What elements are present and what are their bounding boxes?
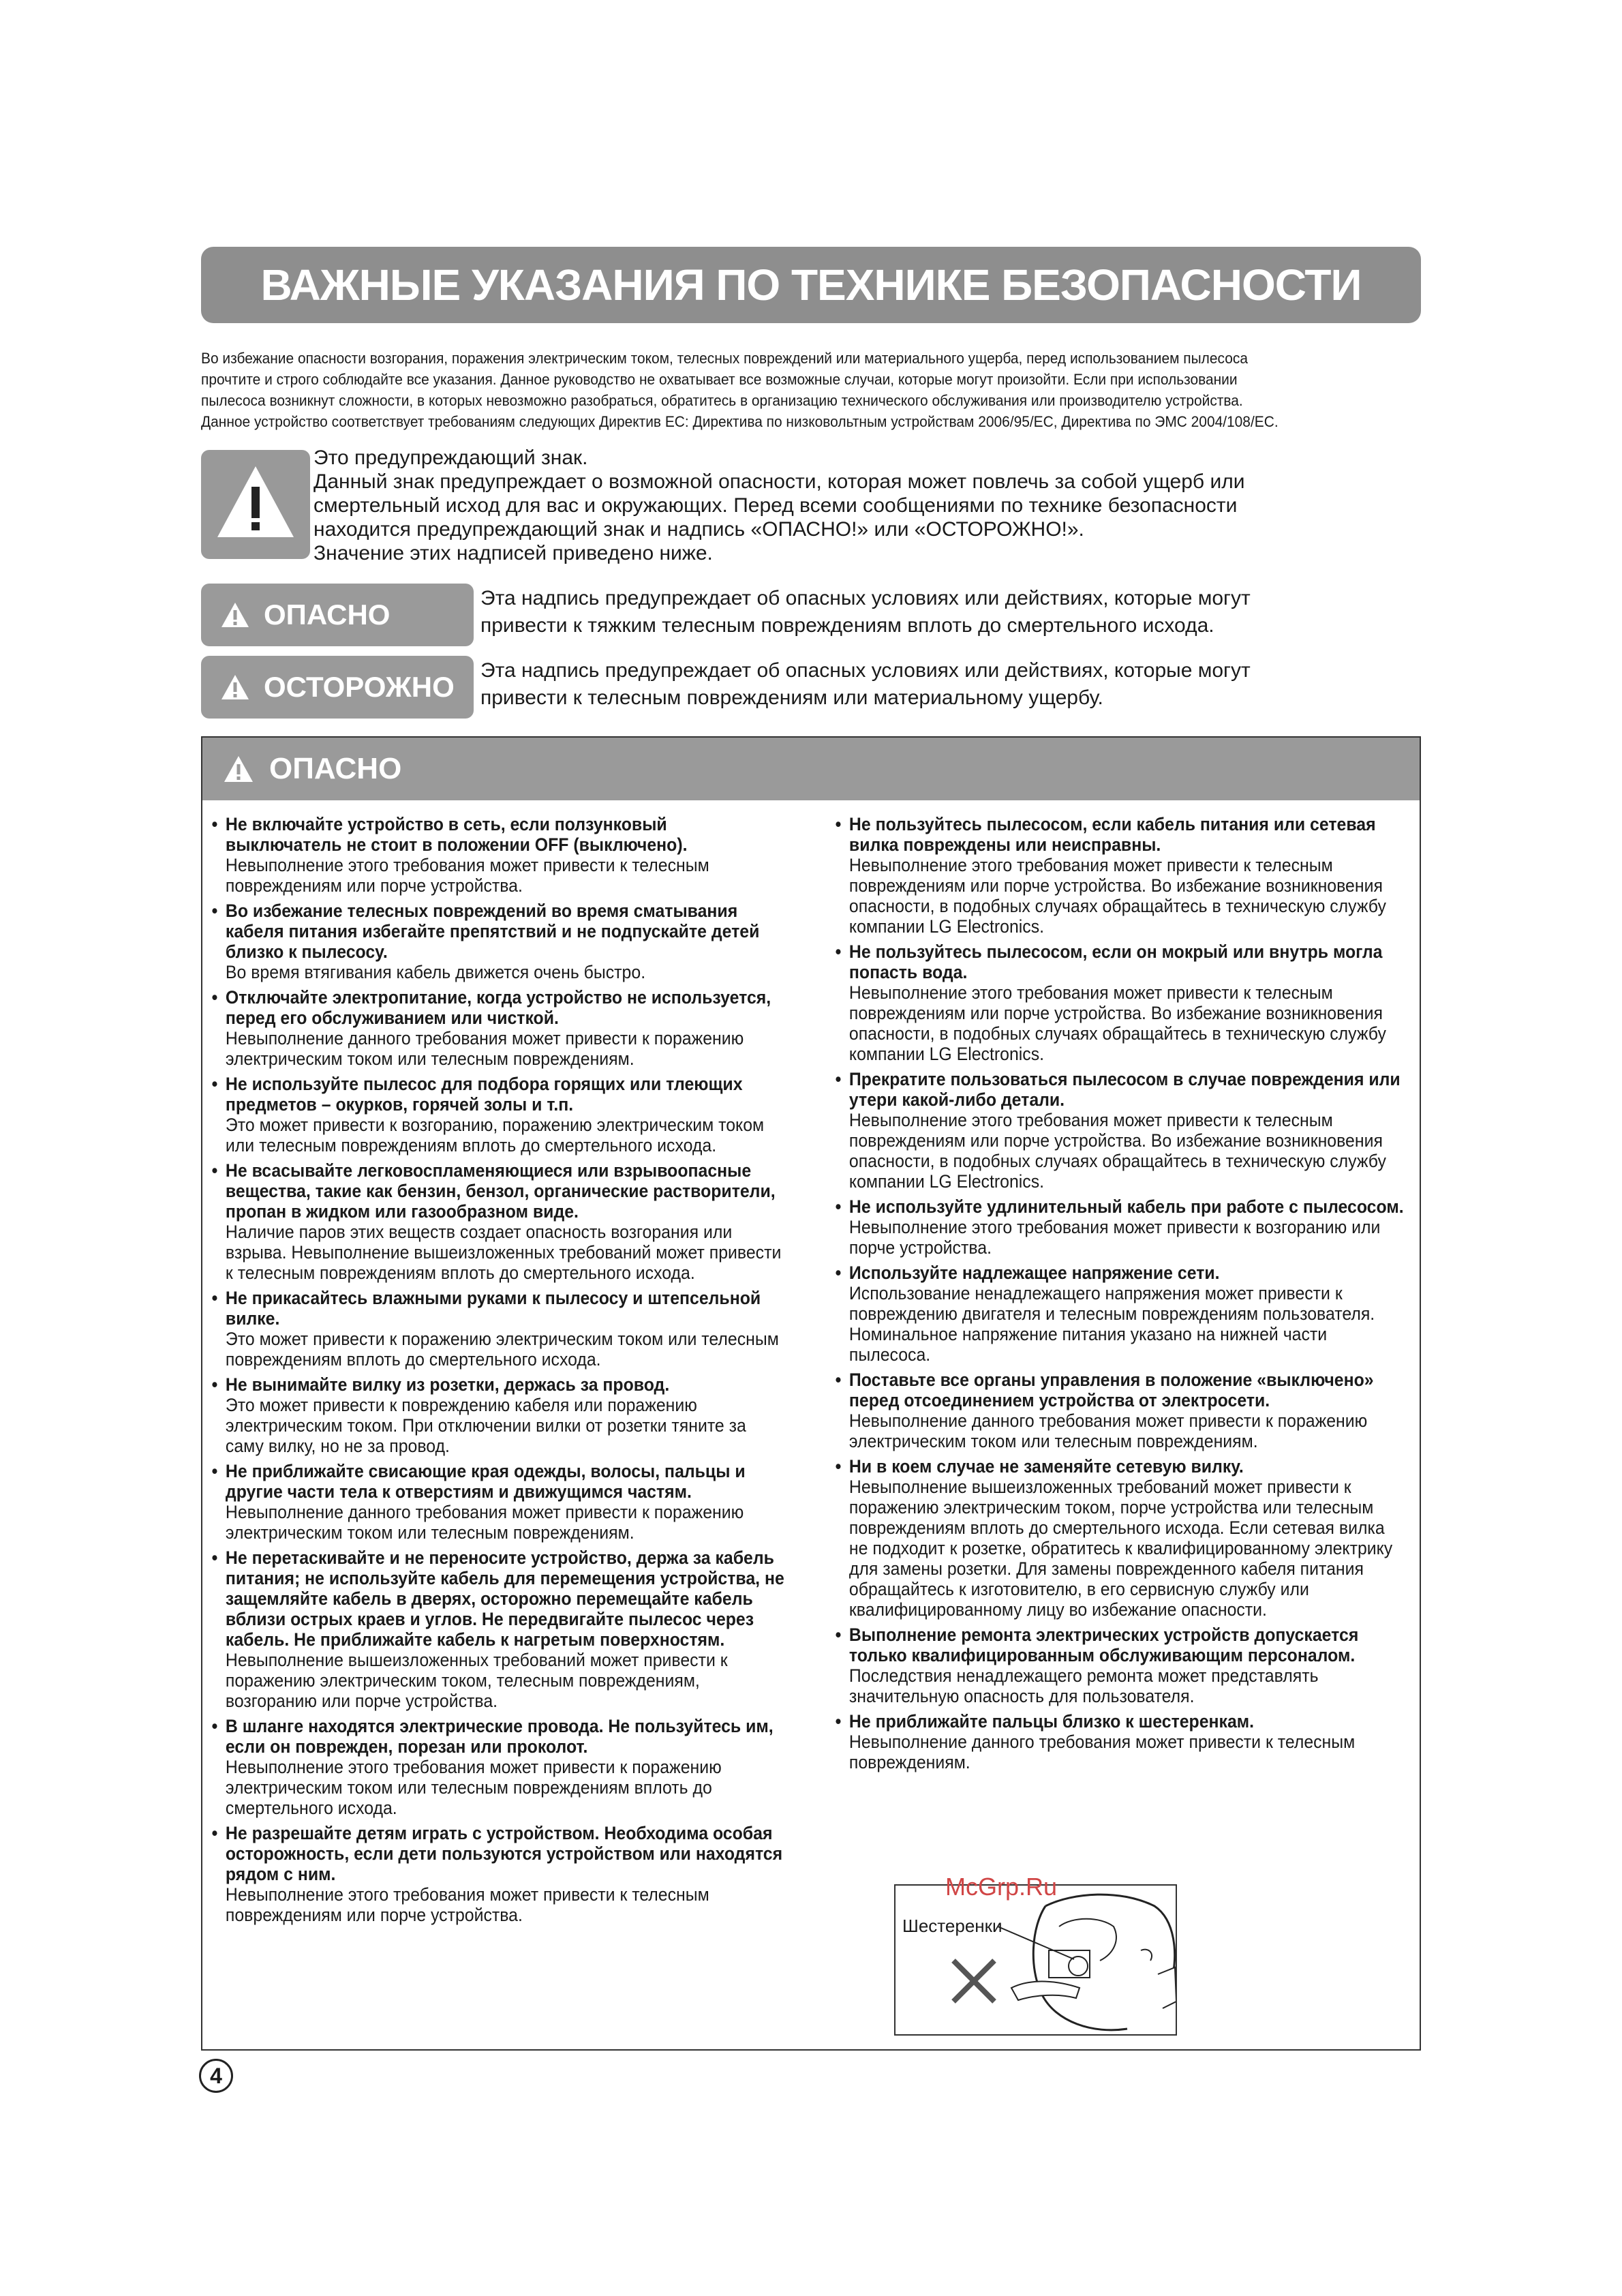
list-item: • Во избежание телесных повреждений во время сматывания кабеля питания избегайте препятствий и не подпускайте детей близко к пылесосу. Во время втягивания кабель движется очень быстро.	[209, 901, 786, 982]
warning-triangle-icon	[220, 674, 250, 701]
caution-description	[480, 657, 1421, 712]
item-text: Последствия ненадлежащего ремонта может представлять значительную опасность для пользователя.	[848, 1665, 1319, 1706]
item-text: Невыполнение данного требования может привести к поражению электрическим током или телесным повреждениям.	[225, 1028, 744, 1069]
item-heading: Во избежание телесных повреждений во время сматывания кабеля питания избегайте препятствий и не подпускайте детей близко к пылесосу.	[225, 901, 760, 962]
item-heading: Выполнение ремонта электрических устройств допускается только квалифицированным обслуживающим персоналом.	[848, 1625, 1359, 1665]
item-heading: Не пользуйтесь пылесосом, если кабель питания или сетевая вилка повреждены или неисправны.	[848, 814, 1376, 855]
list-item: • Выполнение ремонта электрических устройств допускается только квалифицированным обслуживающим персоналом. Последствия ненадлежащего ремонта может представлять значительную опасность для пользователя.	[833, 1625, 1407, 1706]
caution-badge-label: ОСТОРОЖНО	[264, 671, 455, 703]
item-heading: Не перетаскивайте и не переносите устройство, держа за кабель питания; не используйте кабель для перемещения устройства, не защемляйте кабель в дверях, осторожно перемещайте кабель вблизи острых краев и углов. Не передвигайте пылесос через кабель. Не приближайте кабель к нагретым поверхностям.	[225, 1547, 784, 1650]
caution-badge	[201, 656, 474, 719]
danger-badge	[201, 584, 474, 646]
item-heading: Прекратите пользоваться пылесосом в случае повреждения или утери какой-либо детали.	[848, 1069, 1401, 1110]
intro-line: пылесоса возникнут сложности, в которых невозможно разобраться, обратитесь в организацию технического обслуживания или производителю устройства.	[201, 392, 1243, 409]
list-item: • Не приближайте пальцы близко к шестеренкам. Невыполнение данного требования может привести к телесным повреждениям.	[833, 1711, 1407, 1772]
danger-section-header	[202, 738, 1420, 800]
item-text: Невыполнение вышеизложенных требований может привести к поражению электрическим током, порче устройства или телесным повреждениям вплоть до смертельного исхода. Если сетевая вилка не подходит к розетке, обратитесь к квалифицированному электрику для замены розетки. Для замены поврежденного кабеля питания обращайтесь к изготовителю, в его сервисную службу или квалифицированному лицу во избежание опасности.	[848, 1477, 1393, 1620]
list-item: • Не используйте удлинительный кабель при работе с пылесосом. Невыполнение этого требования может привести к возгоранию или порче устройства.	[833, 1196, 1407, 1258]
vacuum-gears-drawing	[896, 1886, 1177, 2036]
item-heading: Поставьте все органы управления в положение «выключено» перед отсоединением устройства от электросети.	[848, 1370, 1374, 1410]
list-item: • Не перетаскивайте и не переносите устройство, держа за кабель питания; не используйте кабель для перемещения устройства, не защемляйте кабель в дверях, осторожно перемещайте кабель вблизи острых краев и углов. Не передвигайте пылесос через кабель. Не приближайте кабель к нагретым поверхностям. Невыполнение вышеизложенных требований может привести к поражению электрическим током, телесным повреждениям, возгоранию или порче устройства.	[209, 1547, 786, 1711]
gears-illustration	[894, 1884, 1177, 2036]
item-text: Это может привести к поражению электрическим током или телесным повреждениям вплоть до смертельного исхода.	[225, 1329, 779, 1370]
caution-description-line: Эта надпись предупреждает об опасных условиях или действиях, которые могут	[480, 659, 1251, 682]
item-heading: Не пользуйтесь пылесосом, если он мокрый или внутрь могла попасть вода.	[848, 941, 1383, 982]
list-item: • Не прикасайтесь влажными руками к пылесосу и штепсельной вилке. Это может привести к поражению электрическим током или телесным повреждениям вплоть до смертельного исхода.	[209, 1288, 786, 1370]
item-text: Использование ненадлежащего напряжения может привести к повреждению двигателя и телесным повреждениям пользователя. Номинальное напряжение питания указано на нижней части пылесоса.	[848, 1283, 1375, 1365]
item-text: Невыполнение этого требования может привести к телесным повреждениям или порче устройства.	[225, 855, 709, 896]
item-heading: Не используйте пылесос для подбора горящих или тлеющих предметов – окурков, горячей золы и т.п.	[225, 1074, 743, 1115]
intro-paragraph	[201, 348, 1336, 432]
intro-line: прочтите и строго соблюдайте все указания. Данное руководство не охватывает все возможные случаи, которые могут произойти. Если при использовании	[201, 371, 1238, 388]
item-heading: Не используйте удлинительный кабель при работе с пылесосом.	[848, 1196, 1404, 1217]
item-heading: Не разрешайте детям играть с устройством. Необходима особая осторожность, если дети пользуются устройством или находятся рядом с ним.	[225, 1823, 783, 1884]
item-heading: Отключайте электропитание, когда устройство не используется, перед его обслуживанием или чисткой.	[225, 987, 771, 1028]
list-item: • Не пользуйтесь пылесосом, если он мокрый или внутрь могла попасть вода. Невыполнение этого требования может привести к телесным повреждениям или порче устройства. Во избежание возникновения опасности, в подобных случаях обращайтесь в техническую службу компании LG Electronics.	[833, 941, 1407, 1064]
list-item: • Не включайте устройство в сеть, если ползунковый выключатель не стоит в положении OFF (выключено). Невыполнение этого требования может привести к телесным повреждениям или порче устройства.	[209, 814, 786, 896]
list-item: • Не вынимайте вилку из розетки, держась за провод. Это может привести к повреждению кабеля или поражению электрическим током. При отключении вилки от розетки тяните за саму вилку, но не за провод.	[209, 1374, 786, 1456]
item-heading: В шланге находятся электрические провода. Не пользуйтесь им, если он поврежден, порезан или проколот.	[225, 1716, 774, 1757]
item-text: Невыполнение этого требования может привести к телесным повреждениям или порче устройства.	[225, 1884, 709, 1925]
danger-section-title: ОПАСНО	[269, 752, 402, 785]
list-item: • Поставьте все органы управления в положение «выключено» перед отсоединением устройства от электросети. Невыполнение данного требования может привести к поражению электрическим током или телесным повреждениям.	[833, 1370, 1407, 1451]
item-text: Невыполнение вышеизложенных требований может привести к поражению электрическим током, телесным повреждениям, возгоранию или порче устройства.	[225, 1650, 728, 1711]
warning-triangle-icon	[223, 755, 254, 783]
caution-description-line: привести к телесным повреждениям или материальному ущербу.	[480, 686, 1103, 709]
list-item: • В шланге находятся электрические провода. Не пользуйтесь им, если он поврежден, порезан или проколот. Невыполнение этого требования может привести к поражению электрическим током или телесным повреждениям вплоть до смертельного исхода.	[209, 1716, 786, 1818]
list-item: • Не пользуйтесь пылесосом, если кабель питания или сетевая вилка повреждены или неисправны. Невыполнение этого требования может привести к телесным повреждениям или порче устройства. Во избежание возникновения опасности, в подобных случаях обращайтесь в техническую службу компании LG Electronics.	[833, 814, 1407, 937]
danger-section	[201, 736, 1421, 2051]
item-text: Невыполнение этого требования может привести к возгоранию или порче устройства.	[848, 1217, 1381, 1258]
item-text: Невыполнение данного требования может привести к телесным повреждениям.	[848, 1732, 1356, 1772]
danger-description-line: привести к тяжким телесным повреждениям вплоть до смертельного исхода.	[480, 614, 1214, 637]
item-text: Это может привести к возгоранию, поражению электрическим током или телесным повреждениям вплоть до смертельного исхода.	[225, 1115, 765, 1155]
item-text: Невыполнение данного требования может привести к поражению электрическим током или телесным повреждениям.	[848, 1410, 1368, 1451]
gears-label: Шестеренки	[902, 1916, 1003, 1936]
warning-line: Данный знак предупреждает о возможной опасности, которая может повлечь за собой ущерб или	[313, 470, 1245, 493]
page-number: 4	[199, 2059, 233, 2093]
item-heading: Не всасывайте легковоспламеняющиеся или взрывоопасные вещества, такие как бензин, бензол, органические растворители, пропан в жидком или газообразном виде.	[225, 1160, 776, 1222]
exclamation-triangle-icon	[201, 450, 310, 559]
danger-list-right	[833, 814, 1407, 1777]
label-danger-row	[201, 584, 1421, 648]
item-text: Невыполнение этого требования может привести к телесным повреждениям или порче устройства. Во избежание возникновения опасности, в подобных случаях обращайтесь в техническую службу компании LG Electronics.	[848, 982, 1386, 1064]
item-heading: Используйте надлежащее напряжение сети.	[848, 1263, 1220, 1283]
item-text: Невыполнение этого требования может привести к поражению электрическим током или телесным повреждениям вплоть до смертельного исхода.	[225, 1757, 722, 1818]
item-text: Во время втягивания кабель движется очень быстро.	[225, 962, 646, 982]
item-text: Это может привести к повреждению кабеля или поражению электрическим током. При отключении вилки от розетки тяните за саму вилку, но не за провод.	[225, 1395, 746, 1456]
warning-sign-explanation	[201, 447, 1421, 564]
list-item: • Не разрешайте детям играть с устройством. Необходима особая осторожность, если дети пользуются устройством или находятся рядом с ним. Невыполнение этого требования может привести к телесным повреждениям или порче устройства.	[209, 1823, 786, 1925]
danger-list-left	[209, 814, 786, 1930]
list-item: • Используйте надлежащее напряжение сети. Использование ненадлежащего напряжения может привести к повреждению двигателя и телесным повреждениям пользователя. Номинальное напряжение питания указано на нижней части пылесоса.	[833, 1263, 1407, 1365]
item-heading: Не вынимайте вилку из розетки, держась за провод.	[225, 1374, 670, 1395]
item-heading: Не приближайте свисающие края одежды, волосы, пальцы и другие части тела к отверстиям и движущимся частям.	[225, 1461, 746, 1502]
watermark: McGrp.Ru	[945, 1873, 1058, 1901]
danger-badge-label: ОПАСНО	[264, 599, 391, 631]
warning-line: смертельный исход для вас и окружающих. Перед всеми сообщениями по технике безопасности	[313, 494, 1238, 517]
list-item: • Не всасывайте легковоспламеняющиеся или взрывоопасные вещества, такие как бензин, бензол, органические растворители, пропан в жидком или газообразном виде. Наличие паров этих веществ создает опасность возгорания или взрыва. Невыполнение вышеизложенных требований может привести к телесным повреждениям вплоть до смертельного исхода.	[209, 1160, 786, 1283]
item-text: Наличие паров этих веществ создает опасность возгорания или взрыва. Невыполнение вышеизложенных требований может привести к телесным повреждениям вплоть до смертельного исхода.	[225, 1222, 782, 1283]
title-bar	[201, 247, 1421, 323]
list-item: • Прекратите пользоваться пылесосом в случае повреждения или утери какой-либо детали. Невыполнение этого требования может привести к телесным повреждениям или порче устройства. Во избежание возникновения опасности, в подобных случаях обращайтесь в техническую службу компании LG Electronics.	[833, 1069, 1407, 1192]
item-heading: Не прикасайтесь влажными руками к пылесосу и штепсельной вилке.	[225, 1288, 761, 1329]
item-text: Невыполнение данного требования может привести к поражению электрическим током или телесным повреждениям.	[225, 1502, 744, 1543]
list-item: • Не используйте пылесос для подбора горящих или тлеющих предметов – окурков, горячей золы и т.п. Это может привести к возгоранию, поражению электрическим током или телесным повреждениям вплоть до смертельного исхода.	[209, 1074, 786, 1155]
list-item: • Ни в коем случае не заменяйте сетевую вилку. Невыполнение вышеизложенных требований может привести к поражению электрическим током, порче устройства или телесным повреждениям вплоть до смертельного исхода. Если сетевая вилка не подходит к розетке, обратитесь к квалифицированному электрику для замены розетки. Для замены поврежденного кабеля питания обращайтесь к изготовителю, в его сервисную службу или квалифицированному лицу во избежание опасности.	[833, 1456, 1407, 1620]
list-item: • Не приближайте свисающие края одежды, волосы, пальцы и другие части тела к отверстиям и движущимся частям. Невыполнение данного требования может привести к поражению электрическим током или телесным повреждениям.	[209, 1461, 786, 1543]
item-heading: Не приближайте пальцы близко к шестеренкам.	[848, 1711, 1255, 1732]
item-heading: Ни в коем случае не заменяйте сетевую вилку.	[848, 1456, 1244, 1477]
warning-line: Это предупреждающий знак.	[313, 447, 588, 469]
label-caution-row	[201, 656, 1421, 721]
intro-line: Во избежание опасности возгорания, поражения электрическим током, телесных повреждений или материального ущерба, перед использованием пылесоса	[201, 350, 1248, 367]
item-heading: Не включайте устройство в сеть, если ползунковый выключатель не стоит в положении OFF (выключено).	[225, 814, 688, 855]
item-text: Невыполнение этого требования может привести к телесным повреждениям или порче устройства. Во избежание возникновения опасности, в подобных случаях обращайтесь в техническую службу компании LG Electronics.	[848, 855, 1386, 937]
warning-triangle-icon	[220, 601, 250, 629]
danger-description	[480, 585, 1421, 639]
warning-sign-text	[313, 446, 1404, 565]
warning-line: находится предупреждающий знак и надпись «ОПАСНО!» или «ОСТОРОЖНО!».	[313, 518, 1084, 541]
warning-line: Значение этих надписей приведено ниже.	[313, 542, 713, 564]
item-text: Невыполнение этого требования может привести к телесным повреждениям или порче устройства. Во избежание возникновения опасности, в подобных случаях обращайтесь в техническую службу компании LG Electronics.	[848, 1110, 1386, 1192]
intro-line: Данное устройство соответствует требованиям следующих Директив ЕС: Директива по низковольтным устройствам 2006/95/EC, Директива по ЭМС 2004/108/EC.	[201, 413, 1279, 430]
page-title: ВАЖНЫЕ УКАЗАНИЯ ПО ТЕХНИКЕ БЕЗОПАСНОСТИ	[260, 260, 1362, 309]
list-item: • Отключайте электропитание, когда устройство не используется, перед его обслуживанием или чисткой. Невыполнение данного требования может привести к поражению электрическим током или телесным повреждениям.	[209, 987, 786, 1069]
danger-description-line: Эта надпись предупреждает об опасных условиях или действиях, которые могут	[480, 587, 1251, 609]
